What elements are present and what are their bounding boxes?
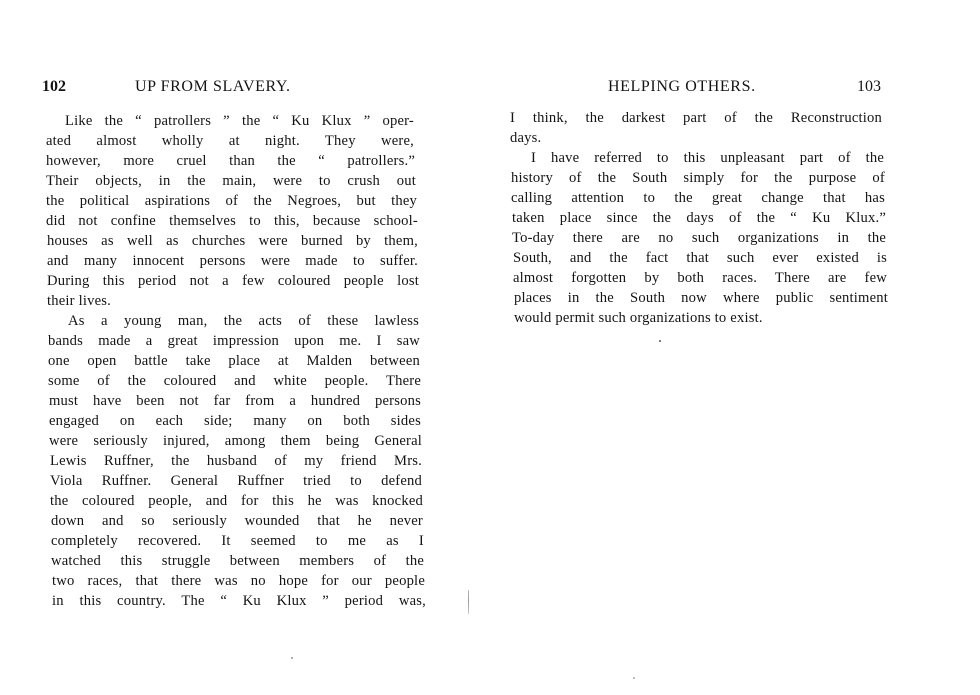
left-page-number: 102 <box>42 78 66 95</box>
scan-speck <box>291 657 293 659</box>
text-line: bands made a great impression upon me. I saw <box>48 333 420 349</box>
right-page <box>470 0 980 695</box>
text-line: the coloured people, and for this he was knocked <box>50 493 423 509</box>
text-line: Lewis Ruffner, the husband of my friend Mrs. <box>50 453 422 469</box>
right-page-number: 103 <box>857 78 881 95</box>
text-line: one open battle take place at Malden between <box>48 353 420 369</box>
text-line: would permit such organizations to exist. <box>514 310 763 326</box>
text-line: completely recovered. It seemed to me as I <box>51 533 424 549</box>
text-line: were seriously injured, among them being General <box>49 433 422 449</box>
text-line: down and so seriously wounded that he never <box>51 513 423 529</box>
text-line: the political aspirations of the Negroes, but they <box>46 193 417 209</box>
text-line: in this country. The “ Ku Klux ” period was, <box>52 593 426 609</box>
left-running-head: UP FROM SLAVERY. <box>135 78 291 95</box>
text-line: some of the coloured and white people. There <box>48 373 421 389</box>
text-line: two races, that there was no hope for our people <box>52 573 425 589</box>
text-line: Viola Ruffner. General Ruffner tried to defend <box>50 473 422 489</box>
text-line: calling attention to the great change that has <box>511 190 885 206</box>
text-line: must have been not far from a hundred persons <box>49 393 421 409</box>
text-line: places in the South now where public sentiment <box>514 290 888 306</box>
right-running-head: HELPING OTHERS. <box>608 78 756 95</box>
text-line: ated almost wholly at night. They were, <box>46 133 414 149</box>
text-line: engaged on each side; many on both sides <box>49 413 421 429</box>
text-line: I think, the darkest part of the Reconstruction <box>510 110 882 126</box>
text-line: history of the South simply for the purpose of <box>511 170 885 186</box>
text-line: their lives. <box>47 293 112 309</box>
scan-speck <box>659 340 661 342</box>
text-line: watched this struggle between members of the <box>51 553 424 569</box>
text-line: To-day there are no such organizations in the <box>512 230 886 246</box>
text-line: and many innocent persons were made to suffer. <box>47 253 418 269</box>
text-line: Like the “ patrollers ” the “ Ku Klux ” oper- <box>65 113 414 129</box>
text-line: taken place since the days of the “ Ku Klux.” <box>512 210 886 226</box>
text-line: I have referred to this unpleasant part of the <box>531 150 884 166</box>
text-line: houses as well as churches were burned by them, <box>47 233 418 249</box>
text-line: almost forgotten by both races. There are few <box>513 270 887 286</box>
gutter-mark <box>468 590 469 614</box>
text-line: South, and the fact that such ever existed is <box>513 250 887 266</box>
text-line: however, more cruel than the “ patrollers.” <box>46 153 415 169</box>
left-page <box>0 0 470 695</box>
text-line: As a young man, the acts of these lawless <box>68 313 419 329</box>
text-line: During this period not a few coloured people lost <box>47 273 419 289</box>
scan-speck <box>633 677 635 679</box>
text-line: did not confine themselves to this, because school- <box>46 213 418 229</box>
text-line: days. <box>510 130 542 146</box>
text-line: Their objects, in the main, were to crush out <box>46 173 416 189</box>
